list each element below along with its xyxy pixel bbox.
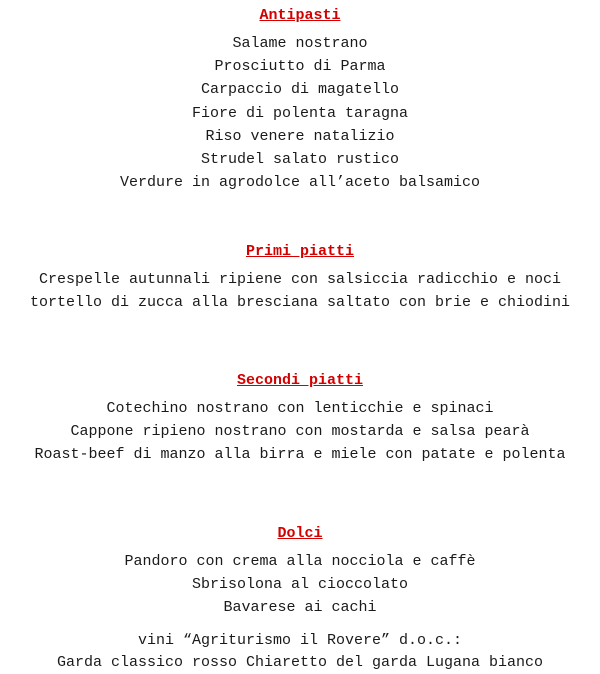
section-heading-antipasti: Antipasti <box>259 7 341 24</box>
menu-item: Salame nostrano <box>232 35 368 52</box>
menu-item: Sbrisolona al cioccolato <box>191 576 409 594</box>
menu-item: tortello di zucca alla bresciana saltato con brie e chiodini <box>29 294 571 312</box>
wine-list-line: Garda classico rosso Chiaretto del garda Lugana bianco <box>56 654 544 671</box>
menu-item: Strudel salato rustico <box>200 151 400 169</box>
menu-item: Crespelle autunnali ripiene con salsiccia radicchio e noci <box>38 271 562 288</box>
menu-item: Prosciutto di Parma <box>214 58 386 76</box>
menu-item: Carpaccio di magatello <box>200 81 400 99</box>
menu-item: Verdure in agrodolce all’aceto balsamico <box>119 174 481 192</box>
item-list-dolci <box>0 550 600 620</box>
menu-item: Roast-beef di manzo alla birra e miele con patate e polenta <box>34 446 566 464</box>
section-heading-primi-piatti: Primi piatti <box>245 243 355 260</box>
menu-item: Pandoro con crema alla nocciola e caffè <box>124 553 476 570</box>
menu-item: Fiore di polenta taragna <box>191 104 409 122</box>
menu-item: Riso venere natalizio <box>205 127 395 145</box>
section-heading-secondi-piatti: Secondi piatti <box>236 372 364 389</box>
section-primi-piatti <box>0 242 600 314</box>
menu-item: Cappone ripieno nostrano con mostarda e salsa pearà <box>70 423 530 441</box>
section-dolci <box>0 524 600 620</box>
section-antipasti <box>0 6 600 194</box>
section-heading-dolci: Dolci <box>277 525 323 542</box>
item-list-antipasti <box>0 32 600 194</box>
section-secondi-piatti <box>0 371 600 467</box>
menu-item: Bavarese ai cachi <box>223 599 377 617</box>
wine-section <box>0 630 600 674</box>
item-list-secondi-piatti <box>0 397 600 467</box>
item-list-primi-piatti <box>0 268 600 314</box>
wine-producer-line: vini “Agriturismo il Rovere” d.o.c.: <box>137 632 463 649</box>
menu-item: Cotechino nostrano con lenticchie e spinaci <box>106 400 494 417</box>
